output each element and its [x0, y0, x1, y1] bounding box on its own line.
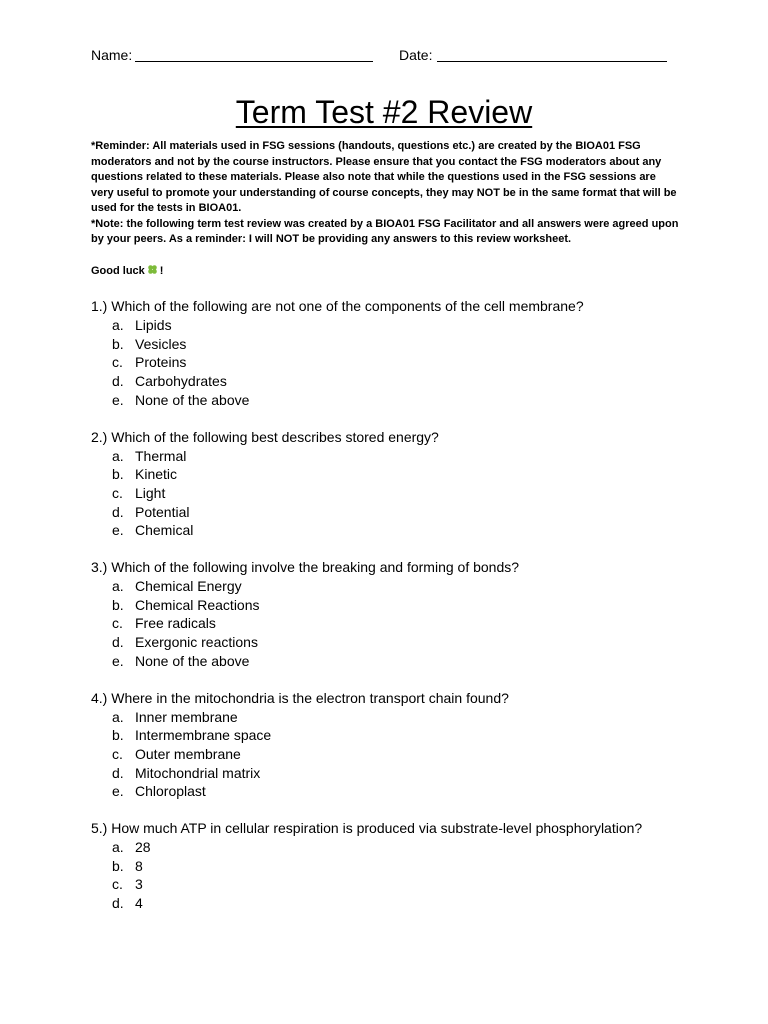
option-letter: b.: [112, 727, 124, 744]
option-letter: b.: [112, 596, 124, 613]
answer-option: [91, 857, 691, 876]
answer-options: [91, 447, 691, 541]
option-letter: d.: [112, 373, 124, 390]
option-text: Mitochondrial matrix: [135, 764, 261, 781]
question-5: [91, 819, 691, 913]
answer-option: [91, 577, 691, 596]
answer-option: [91, 894, 691, 913]
answer-option: [91, 745, 691, 764]
option-letter: a.: [112, 447, 124, 464]
option-text: Outer membrane: [135, 745, 241, 762]
four-leaf-clover-icon: [146, 263, 159, 276]
question-2: [91, 428, 691, 541]
answer-option: [91, 391, 691, 410]
option-letter: a.: [112, 708, 124, 725]
option-letter: b.: [112, 335, 124, 352]
option-text: Chemical Reactions: [135, 596, 260, 613]
option-letter: a.: [112, 839, 124, 856]
question-text: 5.) How much ATP in cellular respiration is produced via substrate-level phosphorylation?: [91, 820, 643, 837]
answer-option: [91, 465, 691, 484]
answer-option: [91, 782, 691, 801]
name-blank-line: [135, 60, 373, 62]
answer-option: [91, 708, 691, 727]
question-1: [91, 297, 691, 410]
answer-option: [91, 652, 691, 671]
option-text: None of the above: [135, 391, 250, 408]
option-letter: d.: [112, 634, 124, 651]
option-text: 28: [135, 839, 151, 856]
date-blank-line: [437, 60, 667, 62]
option-letter: d.: [112, 764, 124, 781]
option-letter: b.: [112, 857, 124, 874]
good-luck-line: [91, 263, 163, 279]
question-4: [91, 689, 691, 802]
option-text: Potential: [135, 503, 190, 520]
answer-option: [91, 596, 691, 615]
option-text: Proteins: [135, 354, 187, 371]
answer-option: [91, 614, 691, 633]
answer-options: [91, 838, 691, 913]
answer-option: [91, 447, 691, 466]
answer-option: [91, 521, 691, 540]
name-date-header: [91, 45, 691, 65]
answer-option: [91, 633, 691, 652]
option-letter: e.: [112, 652, 124, 669]
option-text: Light: [135, 484, 166, 501]
option-text: Chloroplast: [135, 783, 206, 800]
option-text: Exergonic reactions: [135, 634, 258, 651]
option-letter: e.: [112, 783, 124, 800]
option-text: Thermal: [135, 447, 187, 464]
option-text: Carbohydrates: [135, 373, 227, 390]
option-letter: d.: [112, 503, 124, 520]
answer-option: [91, 838, 691, 857]
answer-option: [91, 316, 691, 335]
option-letter: c.: [112, 876, 123, 893]
option-text: Chemical Energy: [135, 578, 242, 595]
option-text: Kinetic: [135, 466, 178, 483]
facilitator-note: *Note: the following term test review was created by a BIOA01 FSG Facilitator and all answers were agreed upon by your peers. As a reminder: I will NOT be providing any answers to this review worksheet.: [91, 217, 679, 245]
option-text: Chemical: [135, 522, 194, 539]
option-letter: e.: [112, 391, 124, 408]
good-luck-exclamation: !: [159, 265, 164, 277]
option-letter: c.: [112, 745, 123, 762]
option-letter: d.: [112, 895, 124, 912]
option-text: Vesicles: [135, 335, 187, 352]
option-letter: c.: [112, 354, 123, 371]
page-title-container: [0, 92, 768, 132]
answer-options: [91, 708, 691, 802]
option-text: None of the above: [135, 652, 250, 669]
answer-option: [91, 764, 691, 783]
option-text: 8: [135, 857, 143, 874]
reminder-note: *Reminder: All materials used in FSG sessions (handouts, questions etc.) are created by the BIOA01 FSG moderators and not by the course instructors. Please ensure that you contact the FSG moderators about any questions related to these materials. Please also note that while the questions used in the FSG sessions are very useful to promote your understanding of course concepts, they may NOT be in the same format that will be used for the tests in BIOA01.: [91, 140, 677, 214]
good-luck-text: Good luck: [91, 265, 145, 277]
option-text: Intermembrane space: [135, 727, 272, 744]
option-letter: e.: [112, 522, 124, 539]
page-title: Term Test #2 Review: [235, 94, 533, 130]
name-label: Name:: [91, 47, 133, 63]
option-letter: c.: [112, 615, 123, 632]
question-text: 1.) Which of the following are not one of the components of the cell membrane?: [91, 298, 584, 314]
option-letter: b.: [112, 466, 124, 483]
option-text: Free radicals: [135, 615, 216, 632]
option-letter: a.: [112, 317, 124, 333]
date-label: Date:: [399, 47, 433, 63]
option-text: 4: [135, 895, 143, 912]
answer-option: [91, 372, 691, 391]
answer-option: [91, 726, 691, 745]
option-letter: a.: [112, 578, 124, 595]
answer-option: [91, 353, 691, 372]
answer-option: [91, 335, 691, 354]
answer-option: [91, 503, 691, 522]
notes-block: [91, 139, 681, 248]
option-text: Lipids: [135, 317, 172, 333]
option-letter: c.: [112, 484, 123, 501]
answer-option: [91, 875, 691, 894]
question-text: 2.) Which of the following best describes stored energy?: [91, 428, 439, 445]
answer-options: [91, 577, 691, 671]
option-text: 3: [135, 876, 143, 893]
question-3: [91, 558, 691, 671]
option-text: Inner membrane: [135, 708, 238, 725]
question-text: 3.) Which of the following involve the breaking and forming of bonds?: [91, 559, 520, 576]
answer-option: [91, 484, 691, 503]
answer-options: [91, 316, 691, 410]
question-text: 4.) Where in the mitochondria is the electron transport chain found?: [91, 689, 509, 706]
question-list: [91, 297, 691, 931]
